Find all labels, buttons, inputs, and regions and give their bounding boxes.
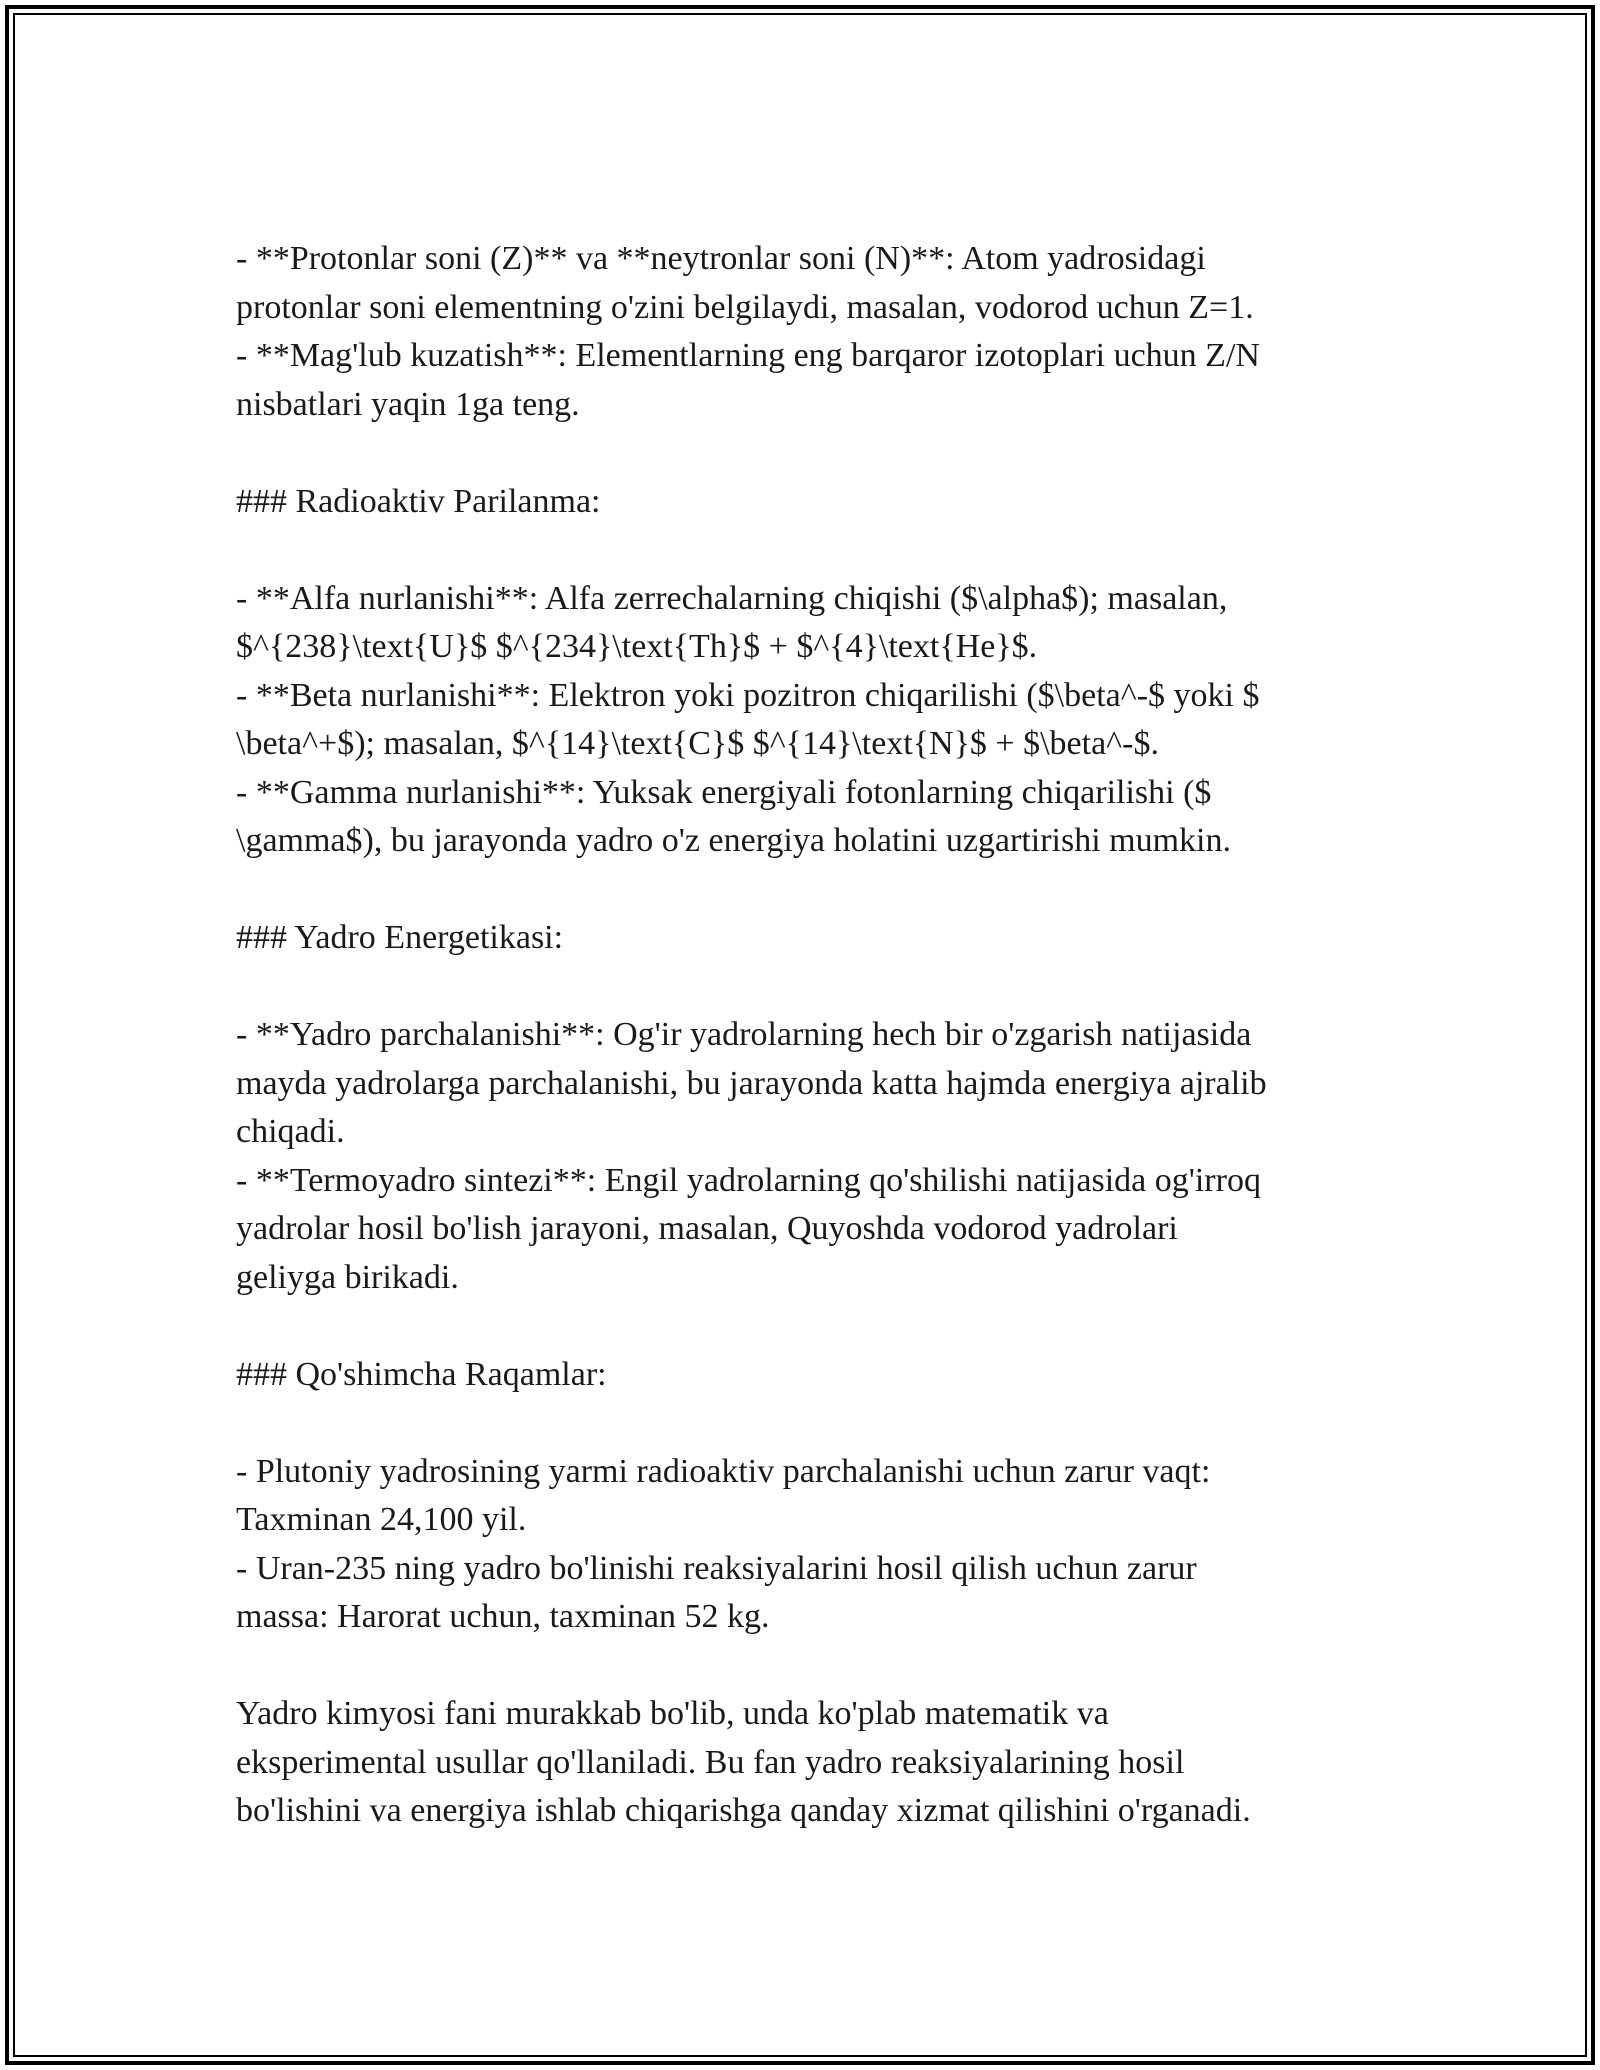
text-line: - **Protonlar soni (Z)** va **neytronlar soni (N)**: Atom yadrosidagi <box>236 240 1206 277</box>
blank-line <box>236 1642 1356 1691</box>
section-heading: ### Yadro Energetikasi: <box>236 919 564 956</box>
text-line: \gamma$), bu jarayonda yadro o'z energiya holatini uzgartirishi mumkin. <box>236 822 1231 859</box>
text-line: Yadro kimyosi fani murakkab bo'lib, unda ko'plab matematik va <box>236 1695 1109 1732</box>
text-line: geliyga birikadi. <box>236 1258 459 1296</box>
text-line: \beta^+$); masalan, $^{14}\text{C}$ $^{14}\text{N}$ + $\beta^-$. <box>236 725 1159 762</box>
text-line: massa: Harorat uchun, taxminan 52 kg. <box>236 1598 770 1635</box>
text-line: yadrolar hosil bo'lish jarayoni, masalan, Quyoshda vodorod yadrolari <box>236 1210 1178 1247</box>
text-line: chiqadi. <box>236 1113 345 1150</box>
blank-line <box>236 866 1356 915</box>
text-line: - **Gamma nurlanishi**: Yuksak energiyali fotonlarning chiqarilishi ($ <box>236 773 1212 811</box>
blank-line <box>236 1399 1356 1448</box>
text-line: protonlar soni elementning o'zini belgilaydi, masalan, vodorod uchun Z=1. <box>236 288 1254 326</box>
text-line: - **Mag'lub kuzatish**: Elementlarning eng barqaror izotoplari uchun Z/N <box>236 337 1260 374</box>
text-line: nisbatlari yaqin 1ga teng. <box>236 385 580 423</box>
text-line: eksperimental usullar qo'llaniladi. Bu fan yadro reaksiyalarining hosil <box>236 1743 1185 1781</box>
text-line: - **Yadro parchalanishi**: Og'ir yadrolarning hech bir o'zgarish natijasida <box>236 1016 1252 1053</box>
text-line: $^{238}\text{U}$ $^{234}\text{Th}$ + $^{4}\text{He}$. <box>236 628 1038 665</box>
text-line: - Uran-235 ning yadro bo'linishi reaksiyalarini hosil qilish uchun zarur <box>236 1549 1197 1587</box>
blank-line <box>236 1302 1356 1351</box>
text-line: - **Beta nurlanishi**: Elektron yoki pozitron chiqarilishi ($\beta^-$ yoki $ <box>236 676 1260 714</box>
text-line: - **Alfa nurlanishi**: Alfa zerrechalarning chiqishi ($\alpha$); masalan, <box>236 579 1228 617</box>
text-line: - Plutoniy yadrosining yarmi radioaktiv parchalanishi uchun zarur vaqt: <box>236 1452 1211 1490</box>
text-line: - **Termoyadro sintezi**: Engil yadrolarning qo'shilishi natijasida og'irroq <box>236 1161 1261 1199</box>
text-line: mayda yadrolarga parchalanishi, bu jarayonda katta hajmda energiya ajralib <box>236 1064 1267 1102</box>
blank-line <box>236 429 1356 478</box>
document-body <box>236 235 1356 1836</box>
text-line: bo'lishini va energiya ishlab chiqarishga qanday xizmat qilishini o'rganadi. <box>236 1792 1251 1829</box>
section-heading: ### Radioaktiv Parilanma: <box>236 482 601 520</box>
blank-line <box>236 526 1356 575</box>
blank-line <box>236 963 1356 1012</box>
text-line: Taxminan 24,100 yil. <box>236 1501 527 1538</box>
section-heading: ### Qo'shimcha Raqamlar: <box>236 1355 607 1393</box>
